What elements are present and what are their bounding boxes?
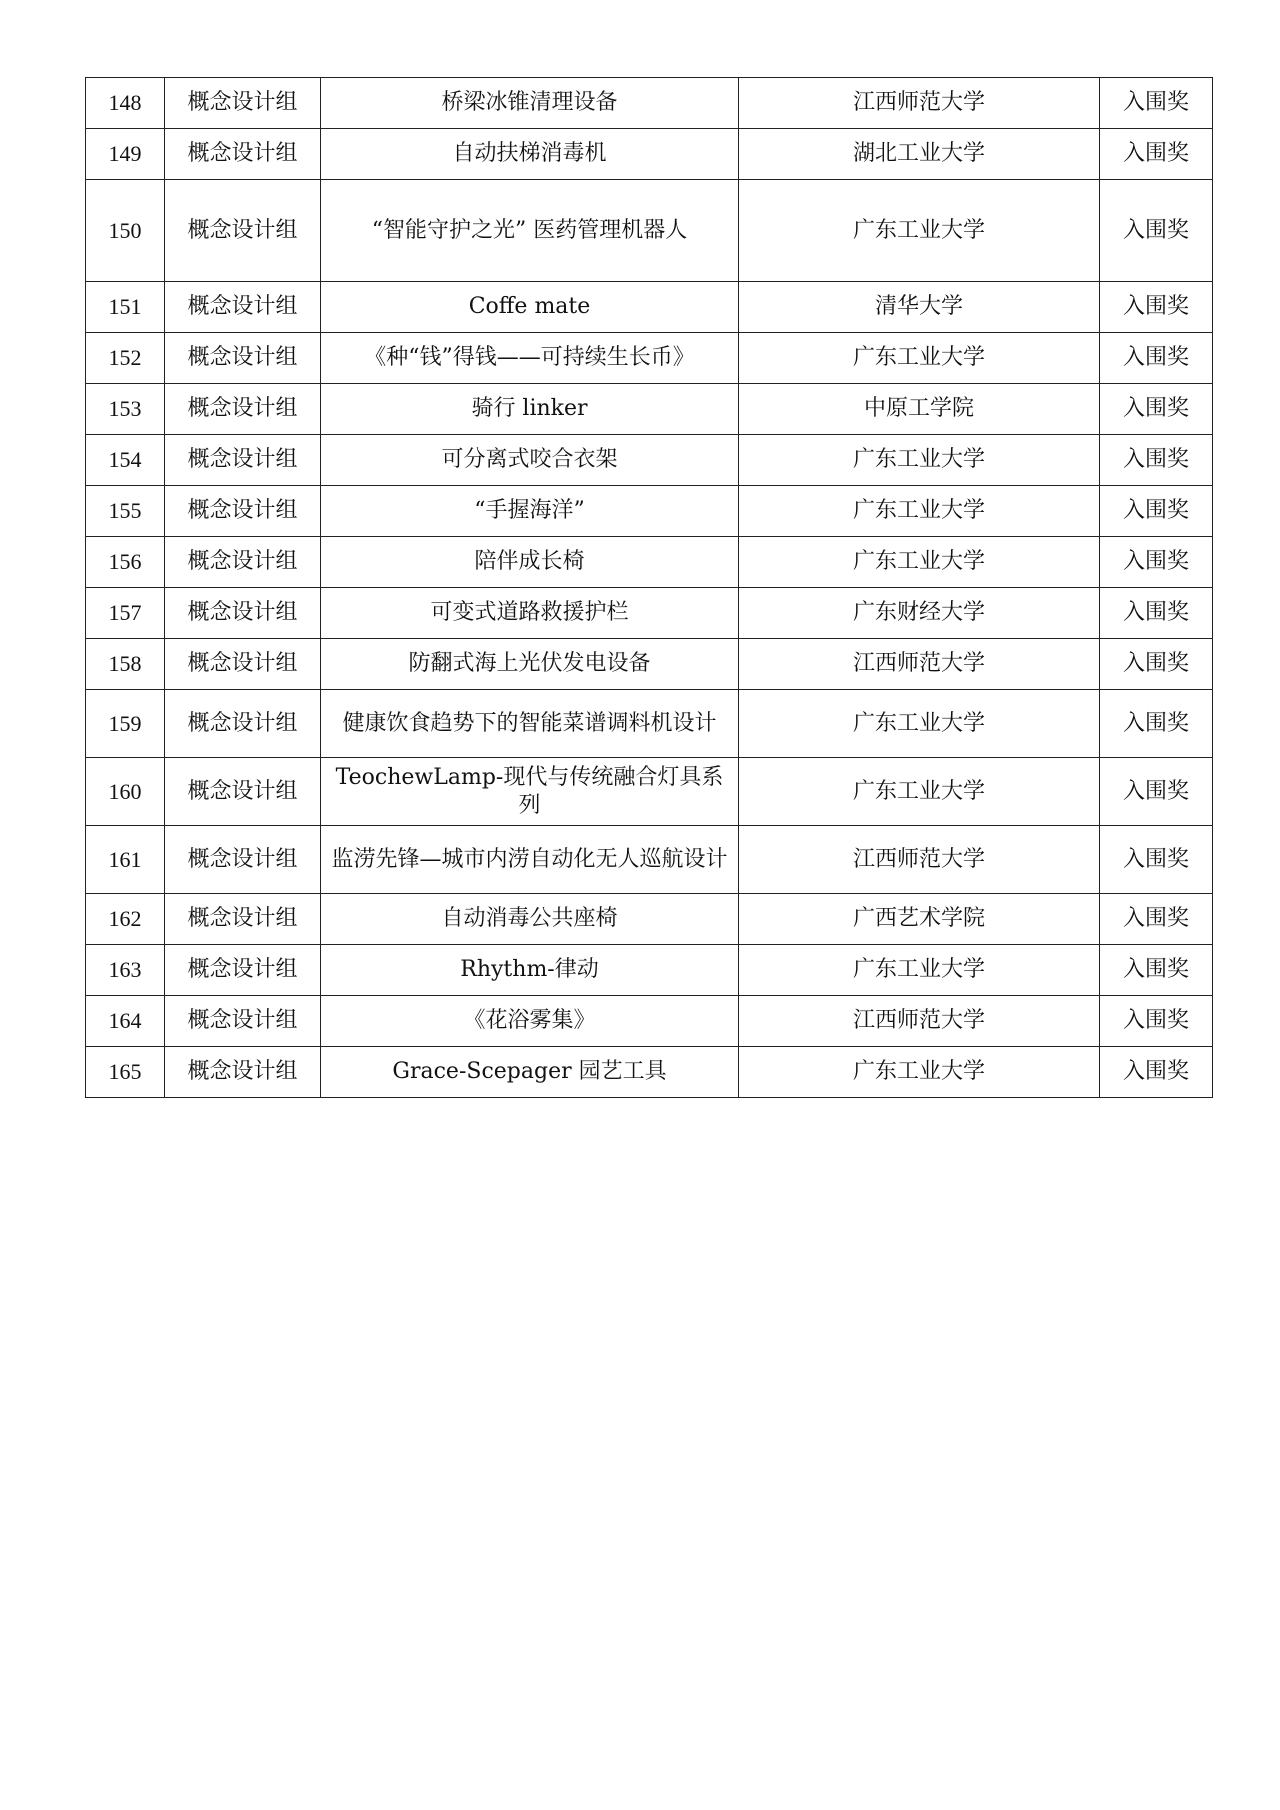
entry-school: 江西师范大学 bbox=[739, 639, 1100, 690]
table-row bbox=[86, 826, 1213, 894]
entry-number: 164 bbox=[86, 996, 165, 1047]
entry-number: 159 bbox=[86, 690, 165, 758]
entry-number: 155 bbox=[86, 486, 165, 537]
entry-number: 161 bbox=[86, 826, 165, 894]
table-row bbox=[86, 129, 1213, 180]
entry-group: 概念设计组 bbox=[165, 758, 321, 826]
entry-title: 桥梁冰锥清理设备 bbox=[321, 78, 739, 129]
entry-award: 入围奖 bbox=[1100, 537, 1213, 588]
table-row bbox=[86, 588, 1213, 639]
entry-group: 概念设计组 bbox=[165, 180, 321, 282]
entry-number: 149 bbox=[86, 129, 165, 180]
entry-award: 入围奖 bbox=[1100, 282, 1213, 333]
table-row bbox=[86, 333, 1213, 384]
entry-school: 广东工业大学 bbox=[739, 537, 1100, 588]
entry-title: 自动消毒公共座椅 bbox=[321, 894, 739, 945]
entry-group: 概念设计组 bbox=[165, 384, 321, 435]
entry-award: 入围奖 bbox=[1100, 1047, 1213, 1098]
entry-title: 陪伴成长椅 bbox=[321, 537, 739, 588]
entry-group: 概念设计组 bbox=[165, 639, 321, 690]
entry-group: 概念设计组 bbox=[165, 282, 321, 333]
entry-title: 健康饮食趋势下的智能菜谱调料机设计 bbox=[321, 690, 739, 758]
entry-award: 入围奖 bbox=[1100, 588, 1213, 639]
entry-school: 广东工业大学 bbox=[739, 486, 1100, 537]
entry-group: 概念设计组 bbox=[165, 1047, 321, 1098]
entry-school: 广东工业大学 bbox=[739, 758, 1100, 826]
entry-award: 入围奖 bbox=[1100, 690, 1213, 758]
entry-school: 广东工业大学 bbox=[739, 1047, 1100, 1098]
entry-number: 154 bbox=[86, 435, 165, 486]
entry-title: 自动扶梯消毒机 bbox=[321, 129, 739, 180]
entry-group: 概念设计组 bbox=[165, 945, 321, 996]
table-row bbox=[86, 282, 1213, 333]
entry-award: 入围奖 bbox=[1100, 758, 1213, 826]
entry-school: 江西师范大学 bbox=[739, 996, 1100, 1047]
entry-title: 《种“钱”得钱——可持续生长币》 bbox=[321, 333, 739, 384]
entry-school: 江西师范大学 bbox=[739, 826, 1100, 894]
table-row bbox=[86, 945, 1213, 996]
entry-school: 广东财经大学 bbox=[739, 588, 1100, 639]
entry-group: 概念设计组 bbox=[165, 129, 321, 180]
table-row bbox=[86, 180, 1213, 282]
entry-number: 148 bbox=[86, 78, 165, 129]
entry-award: 入围奖 bbox=[1100, 435, 1213, 486]
entry-group: 概念设计组 bbox=[165, 333, 321, 384]
entry-group: 概念设计组 bbox=[165, 588, 321, 639]
entry-award: 入围奖 bbox=[1100, 894, 1213, 945]
entry-number: 156 bbox=[86, 537, 165, 588]
entry-number: 151 bbox=[86, 282, 165, 333]
entry-number: 158 bbox=[86, 639, 165, 690]
table-row bbox=[86, 486, 1213, 537]
entry-title: TeochewLamp-现代与传统融合灯具系列 bbox=[321, 758, 739, 826]
entry-number: 157 bbox=[86, 588, 165, 639]
table-row bbox=[86, 894, 1213, 945]
entry-title: “智能守护之光” 医药管理机器人 bbox=[321, 180, 739, 282]
entry-number: 165 bbox=[86, 1047, 165, 1098]
table-row bbox=[86, 537, 1213, 588]
table-row bbox=[86, 639, 1213, 690]
entry-title: Grace-Scepager 园艺工具 bbox=[321, 1047, 739, 1098]
entry-award: 入围奖 bbox=[1100, 486, 1213, 537]
table-row bbox=[86, 435, 1213, 486]
table-row bbox=[86, 384, 1213, 435]
table-row bbox=[86, 1047, 1213, 1098]
entry-title: 防翻式海上光伏发电设备 bbox=[321, 639, 739, 690]
table-row bbox=[86, 996, 1213, 1047]
entry-number: 150 bbox=[86, 180, 165, 282]
award-table-body bbox=[86, 78, 1213, 1098]
entry-award: 入围奖 bbox=[1100, 78, 1213, 129]
entry-title: 可变式道路救援护栏 bbox=[321, 588, 739, 639]
entry-number: 163 bbox=[86, 945, 165, 996]
entry-school: 广东工业大学 bbox=[739, 690, 1100, 758]
entry-school: 广东工业大学 bbox=[739, 180, 1100, 282]
entry-number: 162 bbox=[86, 894, 165, 945]
entry-title: “手握海洋” bbox=[321, 486, 739, 537]
entry-school: 广东工业大学 bbox=[739, 435, 1100, 486]
entry-award: 入围奖 bbox=[1100, 826, 1213, 894]
table-row bbox=[86, 690, 1213, 758]
entry-title: 可分离式咬合衣架 bbox=[321, 435, 739, 486]
entry-title: 监涝先锋—城市内涝自动化无人巡航设计 bbox=[321, 826, 739, 894]
entry-school: 江西师范大学 bbox=[739, 78, 1100, 129]
entry-school: 广西艺术学院 bbox=[739, 894, 1100, 945]
entry-group: 概念设计组 bbox=[165, 78, 321, 129]
entry-group: 概念设计组 bbox=[165, 435, 321, 486]
entry-school: 清华大学 bbox=[739, 282, 1100, 333]
entry-group: 概念设计组 bbox=[165, 690, 321, 758]
entry-school: 中原工学院 bbox=[739, 384, 1100, 435]
entry-school: 湖北工业大学 bbox=[739, 129, 1100, 180]
entry-award: 入围奖 bbox=[1100, 333, 1213, 384]
entry-award: 入围奖 bbox=[1100, 945, 1213, 996]
entry-title: Rhythm-律动 bbox=[321, 945, 739, 996]
entry-group: 概念设计组 bbox=[165, 996, 321, 1047]
entry-award: 入围奖 bbox=[1100, 996, 1213, 1047]
entry-school: 广东工业大学 bbox=[739, 333, 1100, 384]
entry-award: 入围奖 bbox=[1100, 639, 1213, 690]
entry-group: 概念设计组 bbox=[165, 537, 321, 588]
table-row bbox=[86, 78, 1213, 129]
table-row bbox=[86, 758, 1213, 826]
entry-group: 概念设计组 bbox=[165, 826, 321, 894]
entry-school: 广东工业大学 bbox=[739, 945, 1100, 996]
entry-group: 概念设计组 bbox=[165, 486, 321, 537]
entry-award: 入围奖 bbox=[1100, 180, 1213, 282]
entry-title: 《花浴雾集》 bbox=[321, 996, 739, 1047]
entry-number: 160 bbox=[86, 758, 165, 826]
entry-number: 153 bbox=[86, 384, 165, 435]
entry-title: Coffe mate bbox=[321, 282, 739, 333]
entry-award: 入围奖 bbox=[1100, 384, 1213, 435]
award-list-table bbox=[85, 77, 1213, 1098]
entry-title: 骑行 linker bbox=[321, 384, 739, 435]
entry-award: 入围奖 bbox=[1100, 129, 1213, 180]
entry-group: 概念设计组 bbox=[165, 894, 321, 945]
entry-number: 152 bbox=[86, 333, 165, 384]
